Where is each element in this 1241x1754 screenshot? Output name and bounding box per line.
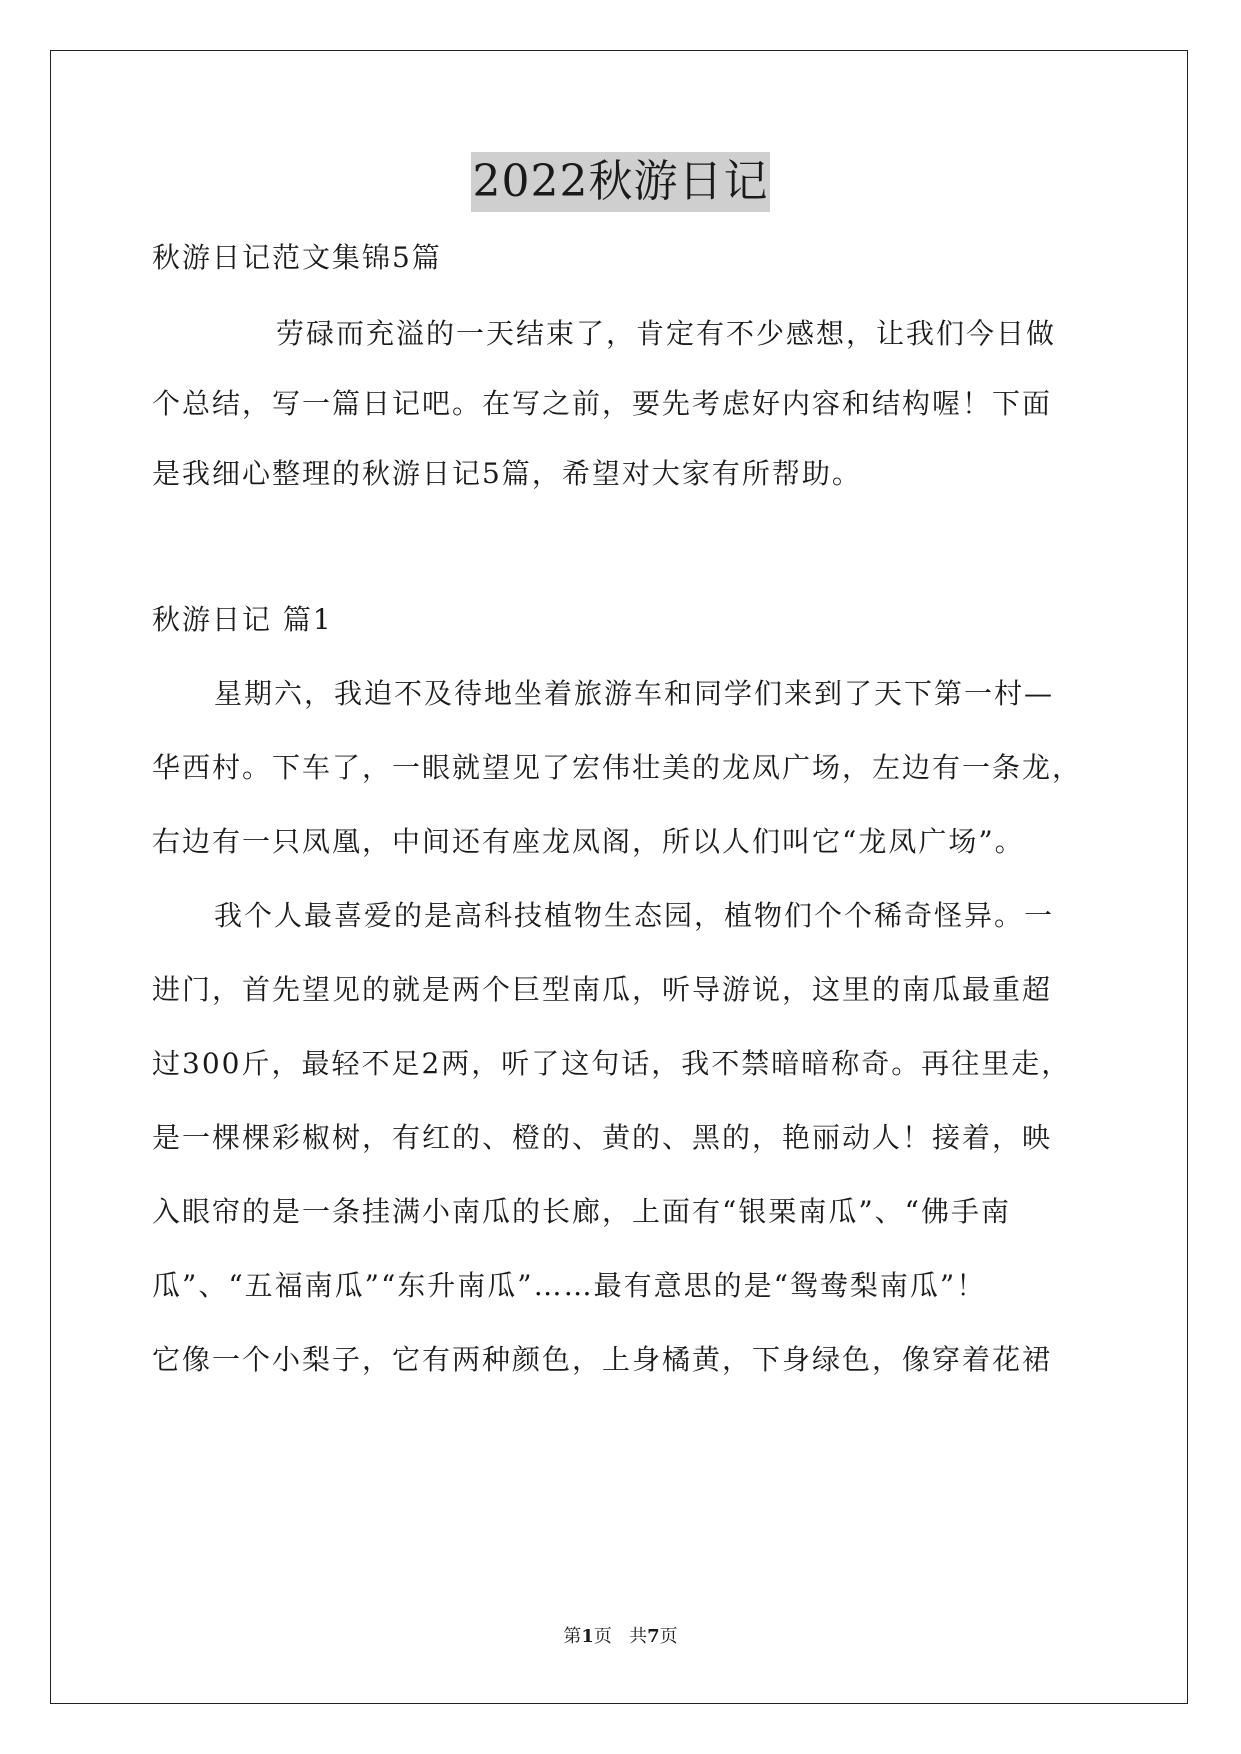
intro-line-2: 个总结，写一篇日记吧。在写之前，要先考虑好内容和结构喔！下面 bbox=[152, 387, 1053, 420]
document-title: 2022秋游日记 bbox=[471, 152, 771, 212]
body-line-7: 是一棵棵彩椒树，有红的、橙的、黄的、黑的，艳丽动人！接着，映 bbox=[152, 1121, 1053, 1154]
intro-line-3: 是我细心整理的秋游日记5篇，希望对大家有所帮助。 bbox=[152, 457, 862, 490]
body-line-9: 瓜”、“五福南瓜”“东升南瓜”……最有意思的是“鸳鸯梨南瓜”！ bbox=[152, 1269, 987, 1302]
body-line-2: 华西村。下车了，一眼就望见了宏伟壮美的龙凤广场，左边有一条龙， bbox=[152, 751, 1083, 784]
body-line-5: 进门，首先望见的就是两个巨型南瓜，听导游说，这里的南瓜最重超 bbox=[152, 973, 1053, 1006]
section-heading: 秋游日记 篇1 bbox=[152, 603, 333, 636]
page-footer bbox=[0, 1625, 1241, 1649]
footer-suffix: 页 bbox=[659, 1626, 678, 1647]
intro-line-1: 劳碌而充溢的一天结束了，肯定有不少感想，让我们今日做 bbox=[276, 317, 1057, 350]
body-line-8: 入眼帘的是一条挂满小南瓜的长廊，上面有“银栗南瓜”、“佛手南 bbox=[152, 1195, 1011, 1228]
footer-total-pages: 7 bbox=[647, 1626, 660, 1647]
page-border bbox=[50, 50, 1188, 1704]
title-container bbox=[0, 152, 1241, 212]
document-subtitle: 秋游日记范文集锦5篇 bbox=[152, 241, 442, 274]
footer-current-page: 1 bbox=[581, 1626, 594, 1647]
body-line-6: 过300斤，最轻不足2两，听了这句话，我不禁暗暗称奇。再往里走， bbox=[152, 1047, 1072, 1080]
body-line-4: 我个人最喜爱的是高科技植物生态园，植物们个个稀奇怪异。一 bbox=[214, 899, 1055, 932]
footer-prefix: 第 bbox=[563, 1626, 582, 1647]
body-line-1: 星期六，我迫不及待地坐着旅游车和同学们来到了天下第一村— bbox=[214, 677, 1055, 710]
footer-middle: 页 共 bbox=[593, 1626, 648, 1647]
body-line-3: 右边有一只凤凰，中间还有座龙凤阁，所以人们叫它“龙凤广场”。 bbox=[152, 825, 1025, 858]
body-line-10: 它像一个小梨子，它有两种颜色，上身橘黄，下身绿色，像穿着花裙 bbox=[152, 1343, 1053, 1376]
